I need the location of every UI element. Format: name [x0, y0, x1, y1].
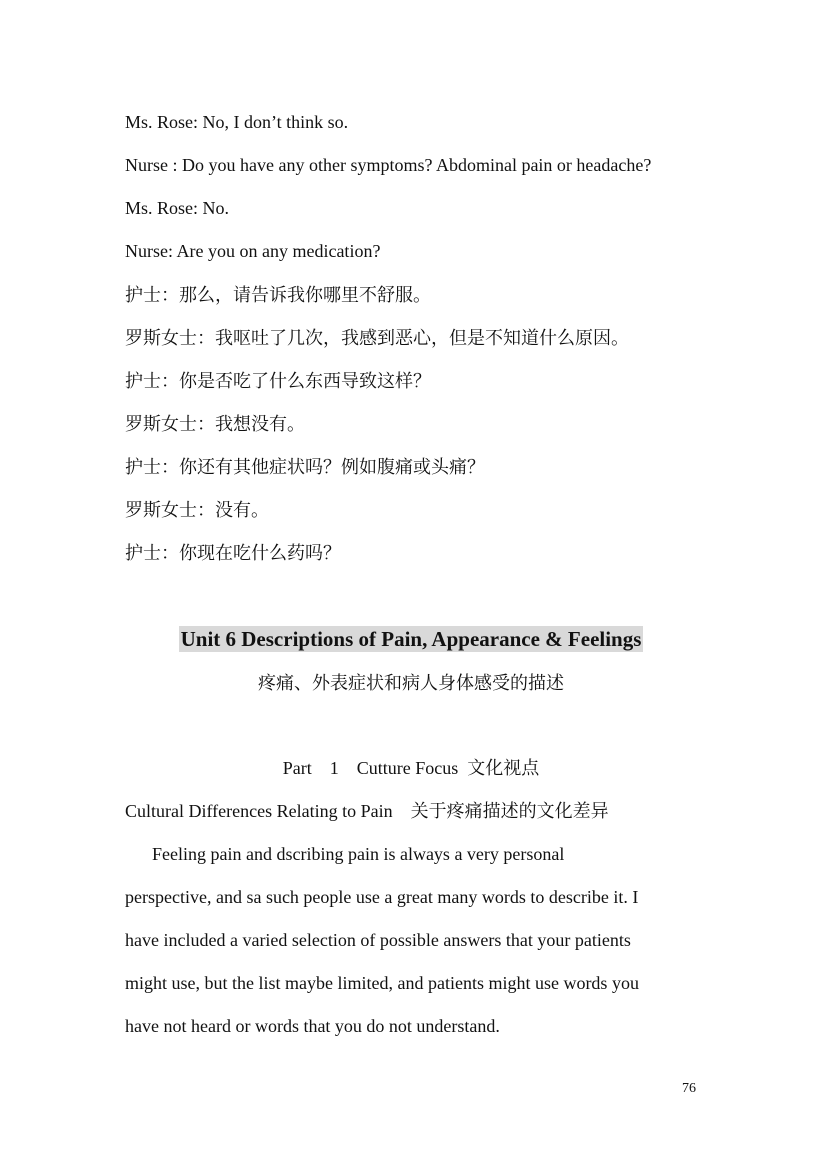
- dialogue-line: Nurse : Do you have any other symptoms? Abdominal pain or headache?: [125, 155, 652, 175]
- dialogue-line: Ms. Rose: No.: [125, 198, 230, 218]
- dialogue-line: Nurse: Are you on any medication?: [125, 241, 381, 261]
- dialogue-line: 护士：你是否吃了什么东西导致这样？: [125, 371, 431, 391]
- paragraph-line: might use, but the list maybe limited, and patients might use words you: [125, 973, 639, 993]
- dialogue-line: 护士：你还有其他症状吗？例如腹痛或头痛？: [125, 457, 485, 477]
- dialogue-line: 罗斯女士：我呕吐了几次，我感到恶心，但是不知道什么原因。: [125, 328, 629, 348]
- paragraph-line: have included a varied selection of possible answers that your patients: [125, 930, 631, 950]
- part-heading: Part 1 Cutture Focus 文化视点: [282, 758, 540, 778]
- dialogue-line: 罗斯女士：我想没有。: [125, 414, 305, 434]
- dialogue-line: 护士：那么，请告诉我你哪里不舒服。: [125, 285, 431, 305]
- unit-title: [0, 626, 822, 652]
- unit-title-text: Unit 6 Descriptions of Pain, Appearance & Feelings: [180, 627, 642, 651]
- page-number: 76: [682, 1081, 696, 1096]
- section-heading: Cultural Differences Relating to Pain 关于疼痛描述的文化差异: [125, 801, 609, 821]
- unit-subtitle: 疼痛、外表症状和病人身体感受的描述: [258, 673, 564, 693]
- paragraph-line: have not heard or words that you do not understand.: [125, 1016, 500, 1036]
- dialogue-line: 护士：你现在吃什么药吗？: [125, 543, 341, 563]
- paragraph-line: Feeling pain and dscribing pain is always a very personal: [125, 844, 565, 864]
- dialogue-line: Ms. Rose: No, I don’t think so.: [125, 112, 349, 132]
- dialogue-line: 罗斯女士：没有。: [125, 500, 269, 520]
- paragraph-line: perspective, and sa such people use a great many words to describe it. I: [125, 887, 639, 907]
